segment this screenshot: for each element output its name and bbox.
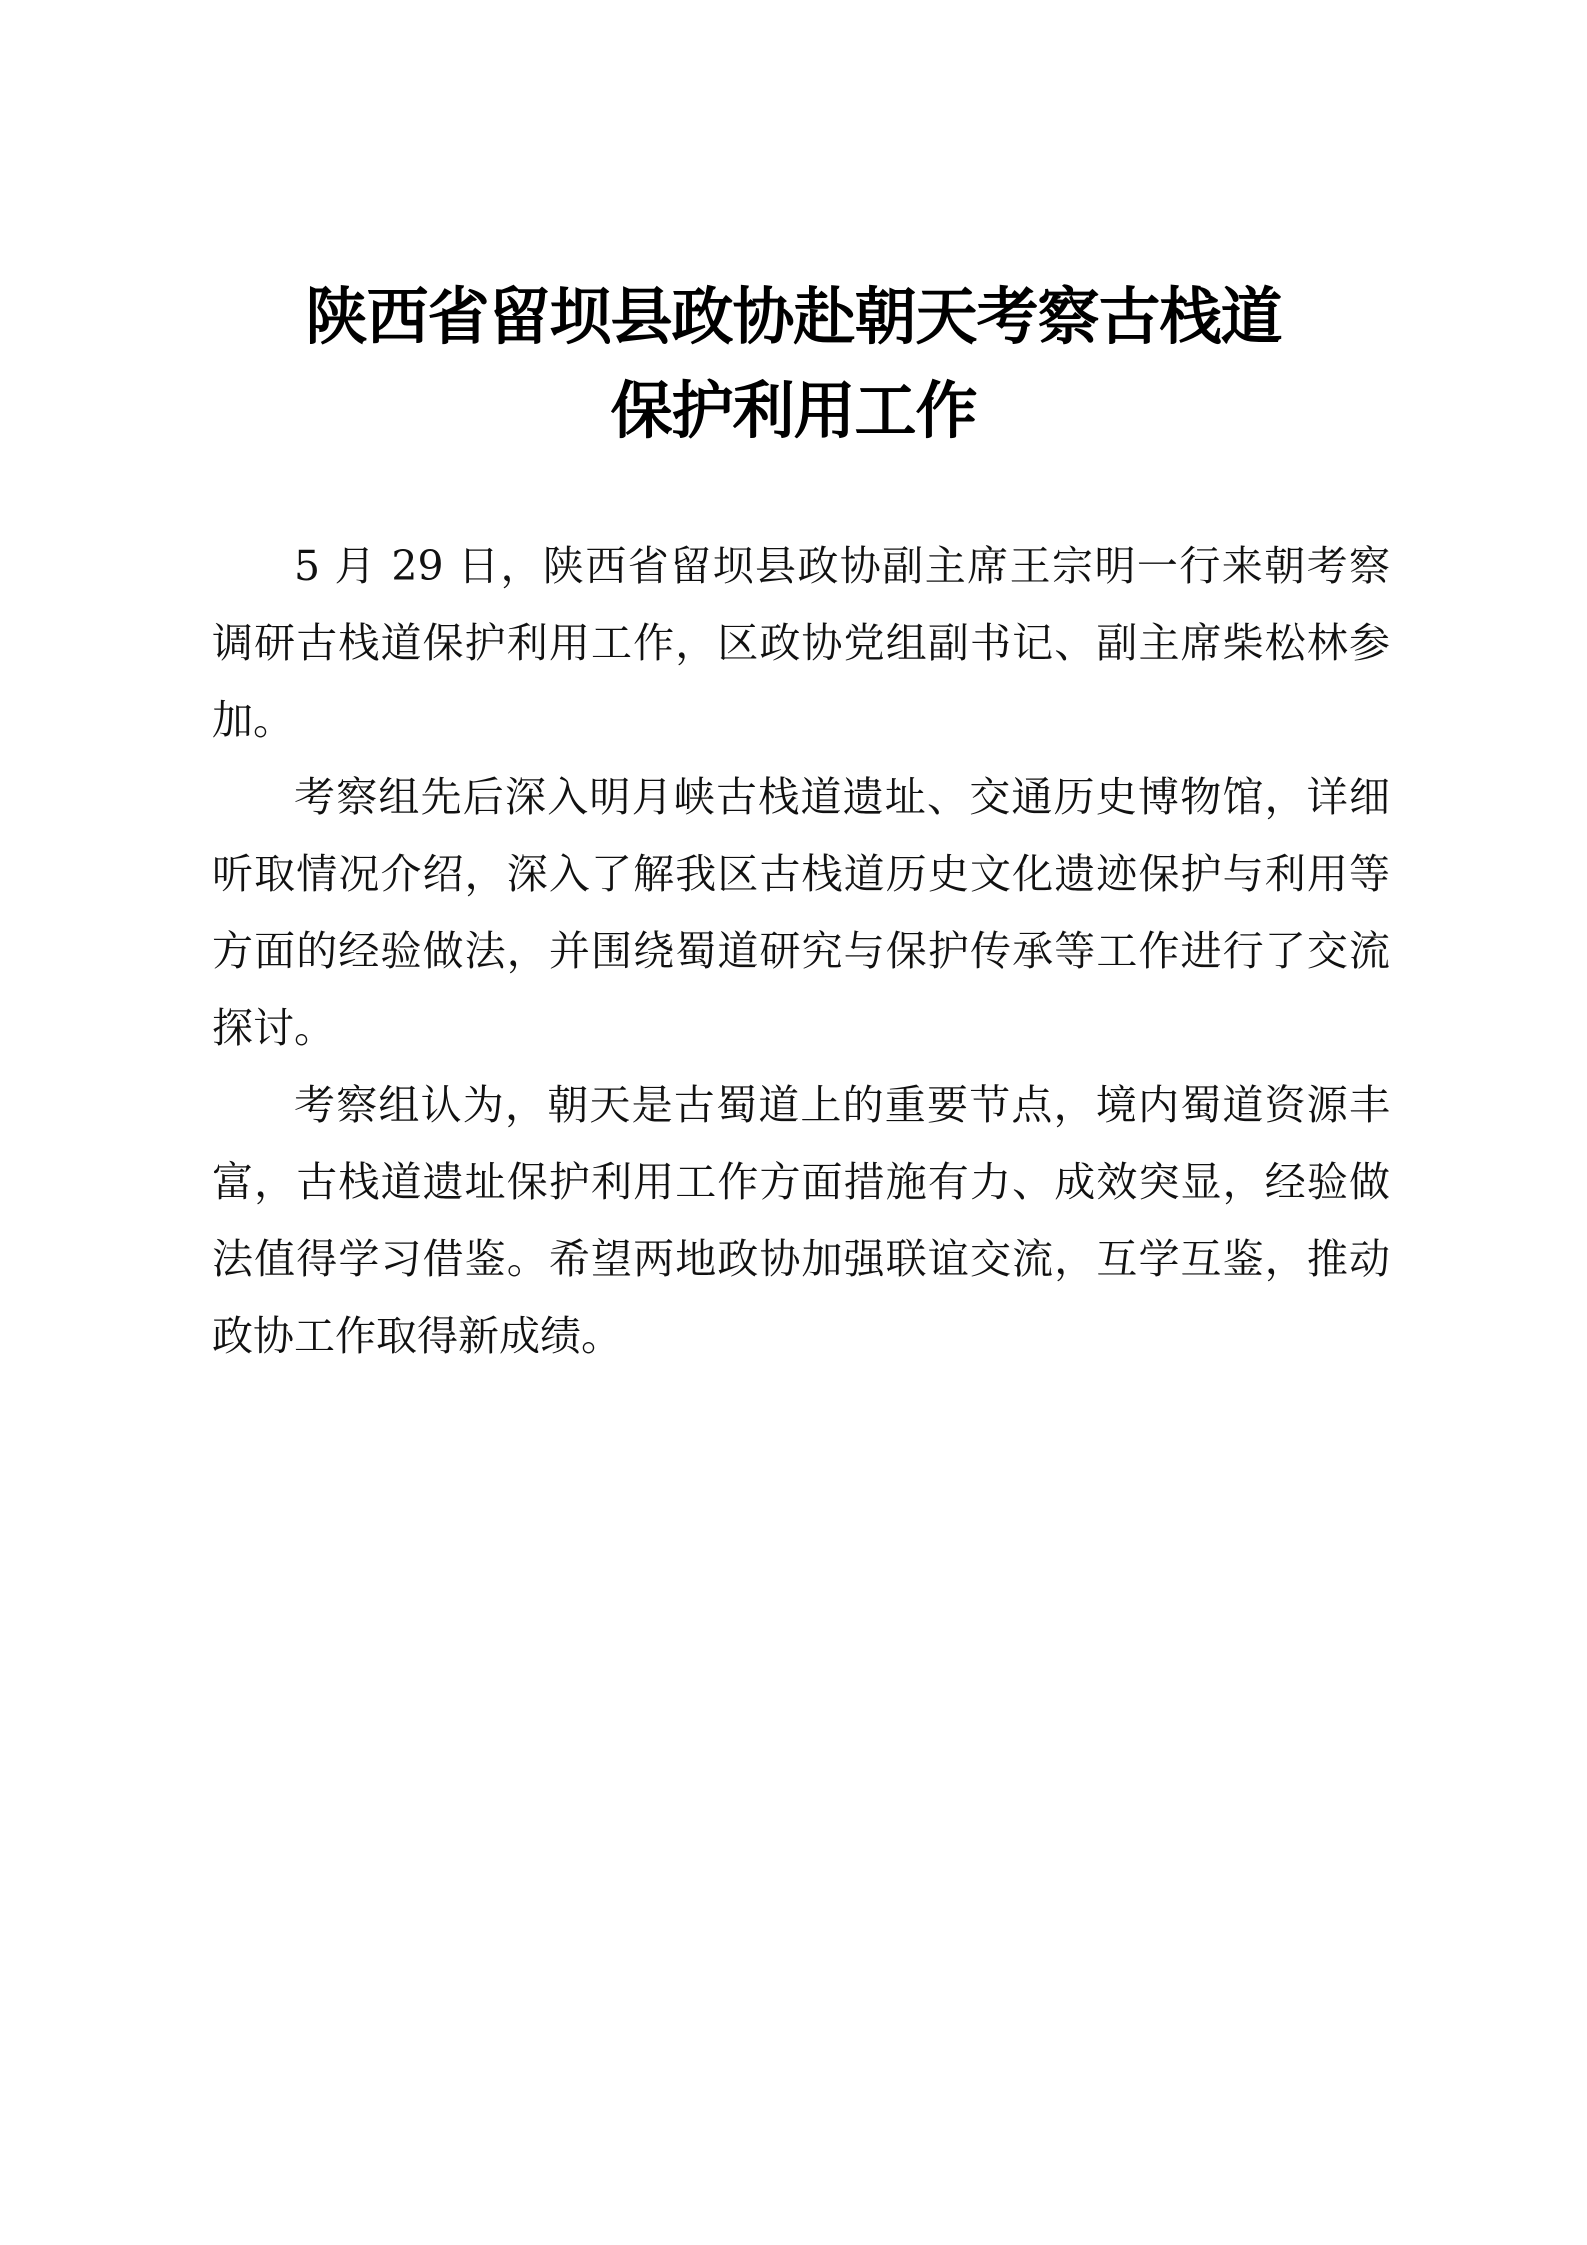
paragraph-2: 考察组先后深入明月峡古栈道遗址、交通历史博物馆，详细听取情况介绍，深入了解我区古栈道历史文化遗迹保护与利用等方面的经验做法，并围绕蜀道研究与保护传承等工作进行了交流探讨。 bbox=[212, 773, 1390, 1052]
document-title bbox=[0, 270, 1587, 458]
paragraph-3: 考察组认为，朝天是古蜀道上的重要节点，境内蜀道资源丰富，古栈道遗址保护利用工作方面措施有力、成效突显，经验做法值得学习借鉴。希望两地政协加强联谊交流，互学互鉴，推动政协工作取得新成绩。 bbox=[212, 1081, 1390, 1360]
document-body bbox=[212, 528, 1390, 1375]
title-line-2: 保护利用工作 bbox=[610, 374, 977, 447]
paragraph-1: 5 月 29 日，陕西省留坝县政协副主席王宗明一行来朝考察调研古栈道保护利用工作，区政协党组副书记、副主席柴松林参加。 bbox=[212, 542, 1390, 744]
title-line-1: 陕西省留坝县政协赴朝天考察古栈道 bbox=[305, 280, 1282, 353]
